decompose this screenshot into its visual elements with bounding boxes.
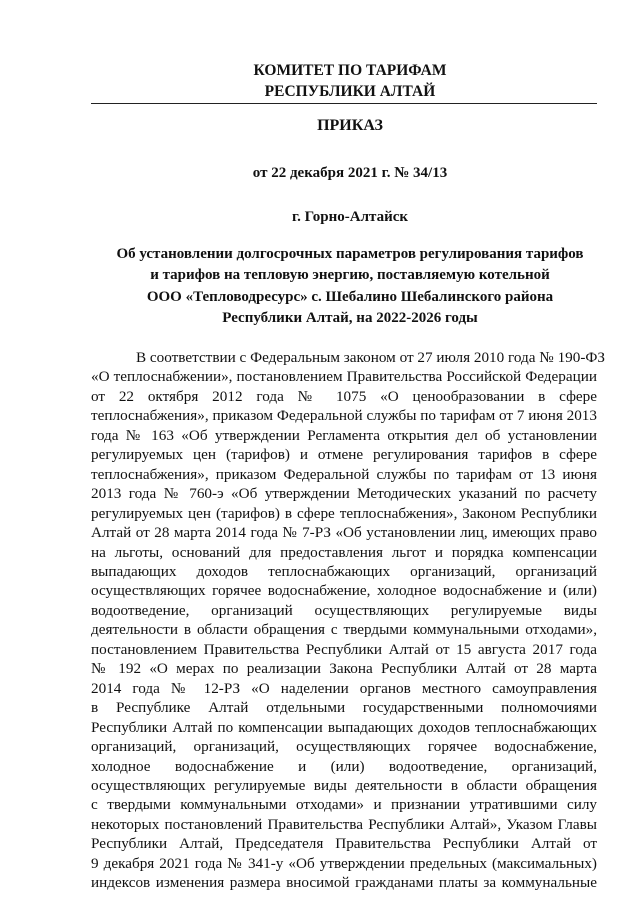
body-line: 2013 года № 760-э «Об утверждении Методических указаний по расчету: [91, 485, 597, 503]
body-line: теплоснабжения», приказом Федеральной службы по тарифам от 7 июня 2013: [91, 407, 597, 425]
body-line: Республики Алтай по компенсации выпадающих доходов теплоснабжающих: [91, 718, 597, 736]
body-line: некоторых постановлений Правительства Республики Алтай», Указом Главы: [91, 815, 597, 833]
body-line: года № 163 «Об утверждении Регламента открытия дел об установлении: [91, 426, 597, 444]
title-line: ООО «Тепловодресурс» с. Шебалино Шебалинского района: [146, 288, 554, 305]
body-line: деятельности в области обращения с твердыми коммунальными отходами»,: [91, 621, 597, 639]
body-line: «О теплоснабжении», постановлением Правительства Российской Федерации: [91, 368, 597, 386]
body-line: водоотведение, организаций осуществляющих регулируемые виды: [91, 601, 597, 619]
document-type: ПРИКАЗ: [317, 117, 383, 134]
body-paragraph: [91, 348, 606, 893]
body-line: индексов изменения размера вносимой гражданами платы за коммунальные: [91, 874, 597, 892]
body-line: выпадающих доходов теплоснабжающих организаций, организаций: [91, 562, 597, 580]
body-line: В соответствии с Федеральным законом от 27 июля 2010 года № 190-ФЗ: [136, 349, 606, 366]
body-line: № 192 «О мерах по реализации Закона Республики Алтай от 28 марта: [91, 660, 597, 678]
document-date-number: от 22 декабря 2021 г. № 34/13: [252, 165, 448, 181]
title-line: Об установлении долгосрочных параметров регулирования тарифов: [116, 246, 584, 262]
title-line: и тарифов на тепловую энергию, поставляемую котельной: [150, 267, 550, 284]
body-line: осуществляющих регулируемые виды деятельности в области обращения: [91, 776, 597, 794]
body-line: регулируемых цен (тарифов) в сфере теплоснабжения», Законом Республики: [91, 504, 597, 522]
document-title: [0, 244, 640, 330]
body-line: от 22 октября 2012 года № 1075 «О ценообразовании в сфере: [91, 387, 597, 405]
body-line: регулируемых цен (тарифов) и отмене регулирования тарифов в сфере: [91, 446, 597, 464]
body-line: Республики Алтай, Председателя Правительства Республики Алтай от: [91, 835, 597, 853]
body-line: теплоснабжения», приказом Федеральной службы по тарифам от 13 июня: [91, 465, 597, 483]
body-line: на льготы, оснований для предоставления льгот и порядка компенсации: [91, 543, 597, 561]
body-line: постановлением Правительства Республики Алтай от 15 августа 2017 года: [91, 640, 597, 658]
body-line: Алтай от 28 марта 2014 года № 7-РЗ «Об установлении лиц, имеющих право: [91, 524, 597, 542]
header-divider: [91, 103, 597, 104]
body-line: с твердыми коммунальными отходами» и признании утратившими силу: [91, 796, 597, 814]
body-line: осуществляющих горячее водоснабжение, холодное водоснабжение и (или): [91, 582, 597, 600]
document-place: г. Горно-Алтайск: [291, 209, 409, 225]
body-line: организаций, организаций, осуществляющих горячее водоснабжение,: [91, 738, 597, 756]
body-line: холодное водоснабжение и (или) водоотведение, организаций,: [91, 757, 597, 775]
body-line: 9 декабря 2021 года № 341-у «Об утверждении предельных (максимальных): [91, 854, 597, 872]
body-line: 2014 года № 12-РЗ «О наделении органов местного самоуправления: [91, 679, 597, 697]
title-line: Республики Алтай, на 2022-2026 годы: [222, 310, 478, 327]
committee-name-line2: РЕСПУБЛИКИ АЛТАЙ: [264, 83, 436, 100]
committee-name-line1: КОМИТЕТ ПО ТАРИФАМ: [253, 62, 447, 79]
body-line: в Республике Алтай отдельными государственными полномочиями: [91, 699, 597, 717]
